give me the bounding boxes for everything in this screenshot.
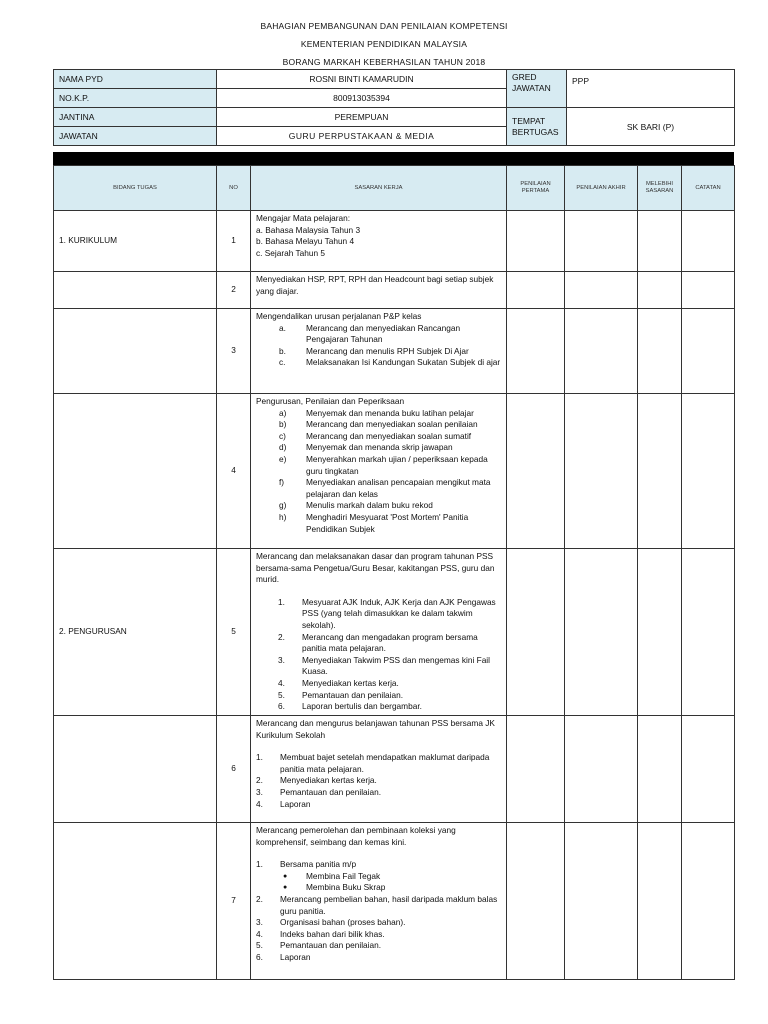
list-item: 1. Membuat bajet setelah mendapatkan maklumat daripada panitia mata pelajaran. [256, 752, 490, 774]
row-intro: Mengajar Mata pelajaran: [256, 213, 351, 223]
cell-catatan[interactable] [682, 823, 735, 980]
cell-catatan[interactable] [682, 549, 735, 716]
list-item: 3. Menyediakan Takwim PSS dan mengemas kini Fail Kuasa. [278, 654, 490, 677]
row-bidang [54, 394, 217, 549]
list-item: 2. Merancang pembelian bahan, hasil daripada maklum balas guru panitia. [256, 893, 498, 916]
cell-catatan[interactable] [682, 272, 735, 309]
list-item: 6. Laporan bertulis dan bergambar. [278, 701, 422, 712]
info-table [53, 69, 735, 146]
row-bidang [54, 309, 217, 394]
list-item: 3. Pemantauan dan penilaian. [256, 786, 382, 797]
nokp-label: NO.K.P. [54, 89, 217, 108]
section-divider-bar [53, 152, 734, 165]
jawatan-label: JAWATAN [54, 127, 217, 146]
list-item: c) Merancang dan menyediakan soalan sumatif [279, 430, 472, 441]
cell-penilaian-pertama[interactable] [507, 272, 565, 309]
header-line-1: BAHAGIAN PEMBANGUNAN DAN PENILAIAN KOMPETENSI [260, 21, 508, 31]
list-item: a. Merancang dan menyediakan Rancangan Pengajaran Tahunan [279, 322, 461, 345]
cell-penilaian-akhir[interactable] [565, 549, 638, 716]
nama-label: NAMA PYD [54, 70, 217, 89]
row-no: 4 [217, 394, 251, 549]
table-row [54, 394, 735, 549]
cell-penilaian-pertama[interactable] [507, 309, 565, 394]
row-no: 7 [217, 823, 251, 980]
cell-penilaian-akhir[interactable] [565, 716, 638, 823]
gred-label: GRED JAWATAN [507, 70, 567, 108]
cell-catatan[interactable] [682, 716, 735, 823]
row-intro: Pengurusan, Penilaian dan Peperiksaan [256, 396, 405, 406]
list-item: 1. Mesyuarat AJK Induk, AJK Kerja dan AJK Pengawas PSS (yang telah dimasukkan ke dalam takwim sekolah). [278, 596, 496, 630]
cell-penilaian-pertama[interactable] [507, 823, 565, 980]
bullet-icon: ● [283, 872, 288, 880]
cell-melebihi-sasaran[interactable] [638, 716, 682, 823]
col-penilaian-akhir: PENILAIAN AKHIR [565, 166, 638, 211]
row-sasaran [251, 549, 507, 716]
row-bullets [256, 871, 501, 894]
table-row [54, 309, 735, 394]
cell-penilaian-pertama[interactable] [507, 716, 565, 823]
cell-penilaian-akhir[interactable] [565, 309, 638, 394]
list-item: ● Membina Fail Tegak [283, 870, 381, 881]
cell-penilaian-pertama[interactable] [507, 549, 565, 716]
list-item: a) Menyemak dan menanda buku latihan pelajar [279, 407, 474, 418]
cell-penilaian-akhir[interactable] [565, 823, 638, 980]
row-items [256, 323, 501, 369]
list-item: f) Menyediakan analisan pencapaian mengikut mata pelajaran dan kelas [279, 477, 491, 499]
cell-catatan[interactable] [682, 309, 735, 394]
list-item: d) Menyemak dan menanda skrip jawapan [279, 442, 453, 453]
row-sasaran [251, 309, 507, 394]
row-intro: Merancang dan melaksanakan dasar dan program tahunan PSS bersama-sama Pengetua/Guru Besar, kakitangan PSS, guru dan murid. [256, 551, 495, 585]
col-no: NO [217, 166, 251, 211]
cell-penilaian-akhir[interactable] [565, 211, 638, 272]
nokp-value: 800913035394 [217, 89, 507, 108]
row-no: 1 [217, 211, 251, 272]
cell-melebihi-sasaran[interactable] [638, 549, 682, 716]
row-no: 2 [217, 272, 251, 309]
cell-penilaian-akhir[interactable] [565, 272, 638, 309]
header-line-2: KEMENTERIAN PENDIDIKAN MALAYSIA [300, 39, 468, 49]
list-item: c. Melaksanakan Isi Kandungan Sukatan Subjek di ajar [279, 357, 501, 368]
list-item: 2. Merancang dan mengadakan program bersama panitia mata pelajaran. [278, 631, 478, 654]
table-row [54, 272, 735, 309]
row-intro: Merancang dan mengurus belanjawan tahunan PSS bersama JK Kurikulum Sekolah [256, 718, 495, 740]
nama-value: ROSNI BINTI KAMARUDIN [217, 70, 507, 89]
list-item: h) Menghadiri Mesyuarat 'Post Mortem' Panitia Pendidikan Subjek [279, 511, 469, 534]
col-melebihi-sasaran: MELEBIHI SASARAN [638, 166, 682, 211]
list-item: 4. Laporan [256, 798, 311, 809]
table-row [54, 716, 735, 823]
row-bidang [54, 823, 217, 980]
list-item: e) Menyerahkan markah ujian / peperiksaan kepada guru tingkatan [279, 453, 488, 476]
cell-melebihi-sasaran[interactable] [638, 272, 682, 309]
row-no: 5 [217, 549, 251, 716]
jawatan-value: GURU PERPUSTAKAAN & MEDIA [217, 127, 507, 146]
row-bidang [54, 716, 217, 823]
row-items [256, 752, 501, 810]
row-line: a. Bahasa Malaysia Tahun 3 [256, 224, 361, 235]
table-row [54, 211, 735, 272]
bullet-icon: ● [283, 884, 288, 892]
list-item: 1. Bersama panitia m/p [256, 859, 357, 870]
table-header-row [54, 166, 735, 211]
cell-catatan[interactable] [682, 211, 735, 272]
list-item: g) Menulis markah dalam buku rekod [279, 500, 433, 511]
row-intro: Merancang pemerolehan dan pembinaan koleksi yang komprehensif, seimbang dan kemas kini. [256, 825, 456, 847]
row-sasaran [251, 211, 507, 272]
col-penilaian-pertama: PENILAIAN PERTAMA [507, 166, 565, 211]
jantina-label: JANTINA [54, 108, 217, 127]
row-no: 6 [217, 716, 251, 823]
tempat-label: TEMPAT BERTUGAS [507, 108, 567, 146]
header-line-3: BORANG MARKAH KEBERHASILAN TAHUN 2018 [282, 57, 486, 67]
list-item: 4. Menyediakan kertas kerja. [278, 677, 399, 688]
task-table [53, 165, 735, 980]
cell-penilaian-akhir[interactable] [565, 394, 638, 549]
list-item: 5. Pemantauan dan penilaian. [278, 689, 404, 700]
row-items [256, 859, 501, 871]
row-items [256, 408, 501, 536]
cell-melebihi-sasaran[interactable] [638, 309, 682, 394]
row-sasaran [251, 716, 507, 823]
row-line: c. Sejarah Tahun 5 [256, 247, 326, 258]
table-row [54, 823, 735, 980]
row-intro: Mengendalikan urusan perjalanan P&P kelas [256, 311, 422, 321]
list-item: 6. Laporan [256, 951, 311, 962]
row-line: b. Bahasa Melayu Tahun 4 [256, 236, 355, 247]
table-row [54, 549, 735, 716]
cell-penilaian-pertama[interactable] [507, 394, 565, 549]
tempat-value: SK BARI (P) [567, 108, 735, 146]
row-sasaran [251, 394, 507, 549]
row-sasaran [251, 272, 507, 309]
row-sasaran [251, 823, 507, 980]
cell-catatan[interactable] [682, 394, 735, 549]
row-intro: Menyediakan HSP, RPT, RPH dan Headcount bagi setiap subjek yang diajar. [256, 274, 494, 296]
list-item: 2. Menyediakan kertas kerja. [256, 775, 377, 786]
cell-melebihi-sasaran[interactable] [638, 823, 682, 980]
col-sasaran-kerja: SASARAN KERJA [251, 166, 507, 211]
row-bidang: 1. KURIKULUM [54, 211, 217, 272]
gred-value: PPP [567, 70, 735, 108]
cell-penilaian-pertama[interactable] [507, 211, 565, 272]
jantina-value: PEREMPUAN [217, 108, 507, 127]
col-catatan: CATATAN [682, 166, 735, 211]
list-item: b) Merancang dan menyediakan soalan penilaian [279, 419, 478, 430]
row-bidang: 2. PENGURUSAN [54, 549, 217, 716]
col-bidang-tugas: BIDANG TUGAS [54, 166, 217, 211]
row-items [256, 894, 501, 964]
cell-melebihi-sasaran[interactable] [638, 211, 682, 272]
list-item: 4. Indeks bahan dari bilik khas. [256, 928, 385, 939]
list-item: 3. Organisasi bahan (proses bahan). [256, 917, 406, 928]
row-items [256, 597, 501, 713]
cell-melebihi-sasaran[interactable] [638, 394, 682, 549]
list-item: 5. Pemantauan dan penilaian. [256, 940, 382, 951]
row-bidang [54, 272, 217, 309]
list-item: b. Merancang dan menulis RPH Subjek Di Ajar [279, 345, 469, 356]
row-no: 3 [217, 309, 251, 394]
list-item: ● Membina Buku Skrap [283, 882, 386, 893]
